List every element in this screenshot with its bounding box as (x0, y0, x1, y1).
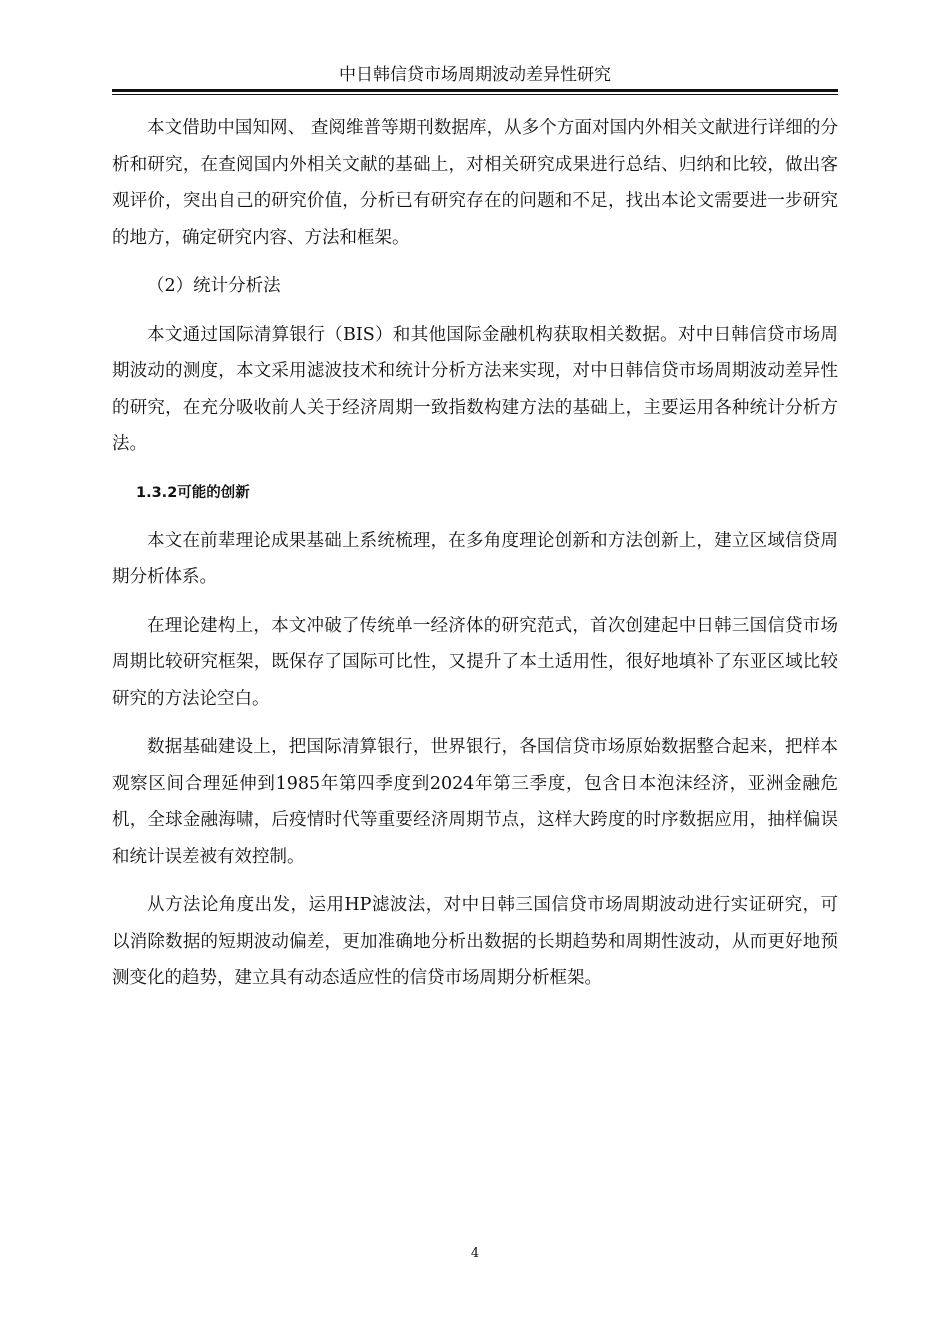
paragraph-methodology: 从方法论角度出发，运用HP滤波法，对中日韩三国信贷市场周期波动进行实证研究，可以消除数据的短期波动偏差，更加准确地分析出数据的长期趋势和周期性波动，从而更好地预测变化的趋势，建立具有动态适应性的信贷市场周期分析框架。 (112, 895, 838, 988)
subheading-statistical-method: （2）统计分析法 (147, 276, 281, 296)
running-header-title: 中日韩信贷市场周期波动差异性研究 (339, 65, 611, 85)
header-rule-thin (112, 94, 838, 95)
paragraph-theory-construction: 在理论建构上，本文冲破了传统单一经济体的研究范式，首次创建起中日韩三国信贷市场周期比较研究框架，既保存了国际可比性，又提升了本土适用性，很好地填补了东亚区域比较研究的方法论空白。 (112, 615, 838, 709)
paragraph-statistical-method: 本文通过国际清算银行（BIS）和其他国际金融机构获取相关数据。对中日韩信贷市场周期波动的测度，本文采用滤波技术和统计分析方法来实现，对中日韩信贷市场周期波动差异性的研究，在充分吸收前人关于经济周期一致指数构建方法的基础上，主要运用各种统计分析方法。 (112, 324, 838, 454)
paragraph-literature-method: 本文借助中国知网、 查阅维普等期刊数据库，从多个方面对国内外相关文献进行详细的分析和研究，在查阅国内外相关文献的基础上，对相关研究成果进行总结、归纳和比较，做出客观评价，突出自己的研究价值，分析已有研究存在的问题和不足，找出本论文需要进一步研究的地方，确定研究内容、方法和框架。 (112, 118, 838, 248)
paragraph-data-foundation: 数据基础建设上，把国际清算银行，世界银行，各国信贷市场原始数据整合起来，把样本观察区间合理延伸到1985年第四季度到2024年第三季度，包含日本泡沫经济，亚洲金融危机，全球金融海啸，后疫情时代等重要经济周期节点，这样大跨度的时序数据应用，抽样偏误和统计误差被有效控制。 (112, 737, 838, 867)
section-heading-innovation: 1.3.2可能的创新 (136, 484, 250, 501)
page-number: 4 (470, 1246, 480, 1261)
paragraph-innovation-intro: 本文在前辈理论成果基础上系统梳理，在多角度理论创新和方法创新上，建立区域信贷周期分析体系。 (112, 530, 838, 587)
header-rule-thick (112, 89, 838, 92)
page-body (112, 110, 838, 997)
